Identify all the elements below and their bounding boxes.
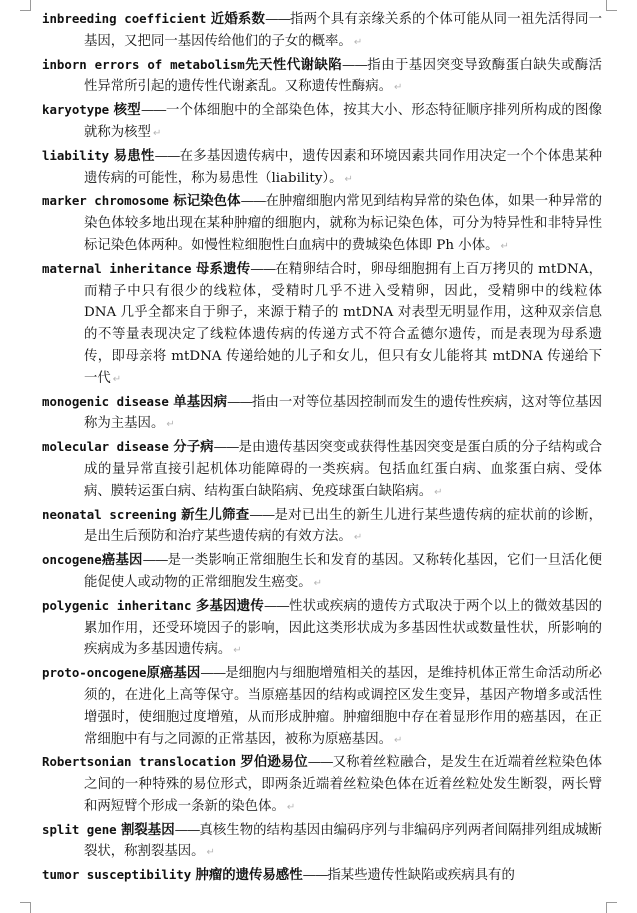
entry-separator: ——	[200, 666, 226, 682]
entry-term-cn: 罗伯逊易位	[240, 755, 308, 771]
glossary-entry[interactable]	[42, 504, 602, 550]
page-corner-mark-bottom-right	[606, 902, 617, 913]
glossary-entry[interactable]	[42, 595, 602, 662]
entry-term-cn: 割裂基因	[120, 822, 175, 838]
entry-definition: 是由遗传基因突变或获得性基因突变是蛋白质的分子结构或合成的量异常直接引起机体功能障碍的一类疾病。包括血红蛋白病、血浆蛋白病、受体病、膜转运蛋白病、结构蛋白缺陷病、免疫球蛋白缺陷病。	[84, 440, 603, 499]
glossary-entry[interactable]	[42, 864, 602, 887]
entry-definition: 是对已出生的新生儿进行某些遗传病的症状前的诊断，是出生后预防和治疗某些遗传病的有效方法。	[84, 507, 603, 545]
paragraph-mark-icon: ↵	[500, 240, 509, 252]
entry-term-en: neonatal screening	[42, 506, 177, 522]
glossary-entry[interactable]	[42, 819, 602, 865]
entry-term-cn: 母系遗传	[195, 261, 251, 277]
entry-term-en: inbreeding coefficient	[42, 11, 207, 26]
entry-definition: 是一类影响正常细胞生长和发育的基因。又称转化基因，它们一旦活化便能促使人或动物的正常细胞发生癌变。	[84, 553, 603, 590]
page-corner-mark-top-left	[20, 0, 31, 11]
entry-definition: 在多基因遗传病中，遗传因素和环境因素共同作用决定一个个体患某种遗传病的可能性，称为易患性（liability）。	[84, 148, 603, 186]
entry-separator: ——	[154, 148, 180, 164]
paragraph-mark-icon: ↵	[313, 577, 323, 589]
entry-term-en: oncogene	[42, 552, 102, 568]
paragraph-mark-icon: ↵	[286, 801, 296, 813]
entry-term-cn: 标记染色体	[173, 194, 241, 210]
paragraph-mark-icon: ↵	[112, 373, 122, 385]
entry-definition: 指由一对等位基因控制而发生的遗传性疾病，这对等位基因称为主基因。	[84, 394, 603, 432]
glossary-entry[interactable]	[42, 145, 602, 191]
entry-term-en: proto-oncogene	[42, 665, 147, 681]
entry-term-en: monogenic disease	[42, 393, 169, 409]
entry-definition: 一个体细胞中的全部染色体，按其大小、形态特征顺序排列所构成的图像就称为核型	[84, 103, 603, 140]
entry-term-cn: 易患性	[113, 148, 155, 164]
entry-separator: ——	[307, 755, 333, 771]
paragraph-mark-icon: ↵	[353, 532, 363, 544]
glossary-entry[interactable]	[42, 436, 602, 503]
entry-definition: 真核生物的结构基因由编码序列与非编码序列两者间隔排列组成城断裂状，称割裂基因。	[84, 822, 603, 860]
entry-term-cn: 近婚系数	[210, 12, 266, 27]
entry-separator: ——	[174, 822, 200, 838]
entry-definition: 是细胞内与细胞增殖相关的基因，是维持机体正常生命活动所必须的，在进化上高等保守。当原癌基因的结构或调控区发生变异，基因产物增多或活性增强时，使细胞过度增殖，从而形成肿瘤。肿瘤细胞中存在着显形作用的癌基因，在正常细胞中有与之同源的正常基因，被称为原癌基因。	[84, 666, 603, 747]
entry-separator: ——	[240, 194, 266, 210]
entry-term-cn: 分子病	[173, 440, 214, 456]
entry-term-cn: 单基因病	[173, 394, 228, 410]
paragraph-mark-icon: ↵	[393, 734, 403, 746]
entry-separator: ——	[302, 868, 328, 884]
glossary-entry[interactable]	[42, 751, 602, 818]
entry-definition: 指某些遗传性缺陷或疾病具有的	[327, 868, 515, 884]
paragraph-mark-icon: ↵	[166, 419, 175, 431]
glossary-entry[interactable]	[42, 54, 602, 100]
entry-separator: ——	[227, 394, 252, 410]
paragraph-mark-icon: ↵	[233, 645, 242, 657]
entry-separator: ——	[142, 553, 168, 569]
entry-term-cn: 肿瘤的遗传易感性	[195, 868, 303, 884]
entry-term-cn: 多基因遗传	[195, 598, 265, 614]
entry-definition: 在精卵结合时，卵母细胞拥有上百万拷贝的 mtDNA，而精子中只有很少的线粒体，受精时几乎不进入受精卵，因此，受精卵中的线粒体 DNA 几乎全都来自于卵子，来源于精子的 mtDNA 对表型无明显作用，这种双亲信息的不等量表现决定了线粒体遗传病的传递方式不符合孟德尔遗传，而是表现为母系遗传，即母亲将 mtDNA 传递给她的儿子和女儿，但只有女儿能将其 mtDNA 传递给下一代	[84, 261, 602, 386]
page-corner-mark-top-right	[606, 0, 617, 11]
entry-term-en: polygenic inheritanc	[42, 597, 192, 613]
entry-term-en: molecular disease	[42, 439, 169, 455]
entry-term-en: Robertsonian translocation	[42, 754, 237, 770]
entry-separator: ——	[249, 507, 275, 523]
entry-separator: ——	[264, 598, 289, 614]
paragraph-mark-icon: ↵	[344, 173, 353, 185]
entry-term-cn: 新生儿筛查	[181, 507, 250, 523]
entry-separator: ——	[140, 103, 166, 119]
glossary-entry[interactable]	[42, 99, 602, 145]
entry-term-cn: 癌基因	[101, 553, 143, 569]
entry-definition: 性状或疾病的遗传方式取决于两个以上的微效基因的累加作用，还受环境因子的影响，因此这类形状成为多基因性状或数量性状，所影响的疾病成为多基因遗传病。	[84, 598, 603, 658]
entry-separator: ——	[265, 12, 290, 27]
paragraph-mark-icon: ↵	[152, 127, 162, 139]
glossary-entry[interactable]	[42, 258, 602, 391]
entry-separator: ——	[213, 440, 239, 456]
entry-separator: ——	[250, 261, 276, 277]
entry-term-en: inborn errors of metabolism	[42, 56, 245, 72]
glossary-entry[interactable]	[42, 190, 602, 257]
glossary-entry[interactable]	[42, 662, 602, 751]
entry-definition: 指由于基因突变导致酶蛋白缺失或酶活性异常所引起的遗传性代谢紊乱。又称遗传性酶病。	[84, 57, 603, 95]
entry-separator: ——	[342, 57, 367, 73]
entry-term-cn: 先天性代谢缺陷	[244, 57, 343, 73]
page-corner-mark-bottom-left	[20, 902, 31, 913]
entry-term-en: split gene	[42, 821, 117, 837]
entry-term-en: liability	[42, 147, 110, 163]
glossary-entry[interactable]	[42, 391, 602, 437]
entry-term-en: tumor susceptibility	[42, 867, 192, 883]
paragraph-mark-icon: ↵	[206, 847, 215, 859]
paragraph-mark-icon: ↵	[434, 486, 443, 498]
entry-definition: 指两个具有亲缘关系的个体可能从同一祖先活得同一基因，又把同一基因传给他们的子女的概率。	[84, 12, 603, 49]
entry-term-cn: 原癌基因	[146, 666, 201, 682]
entry-definition: 又称着丝粒融合，是发生在近端着丝粒染色体之间的一种特殊的易位形式，即两条近端着丝粒染色体在近着丝粒处发生断裂，两长臂和两短臂个形成一条新的染色体。	[84, 755, 603, 814]
entry-definition: 在肿瘤细胞内常见到结构异常的染色体，如果一种异常的染色体较多地出现在某种肿瘤的细胞内，就称为标记染色体，可分为特异性和非特异性标记染色体两种。如慢性粒细胞性白血病中的费城染色体即 Ph 小体。	[84, 194, 603, 253]
entry-term-en: karyotype	[42, 102, 110, 118]
glossary-entry[interactable]	[42, 8, 602, 54]
entry-term-en: marker chromosome	[42, 193, 169, 209]
glossary-entry[interactable]	[42, 549, 602, 595]
glossary-list	[42, 8, 602, 887]
entry-term-cn: 核型	[113, 103, 141, 119]
paragraph-mark-icon: ↵	[393, 82, 403, 94]
entry-term-en: maternal inheritance	[42, 260, 192, 276]
paragraph-mark-icon: ↵	[353, 36, 363, 48]
